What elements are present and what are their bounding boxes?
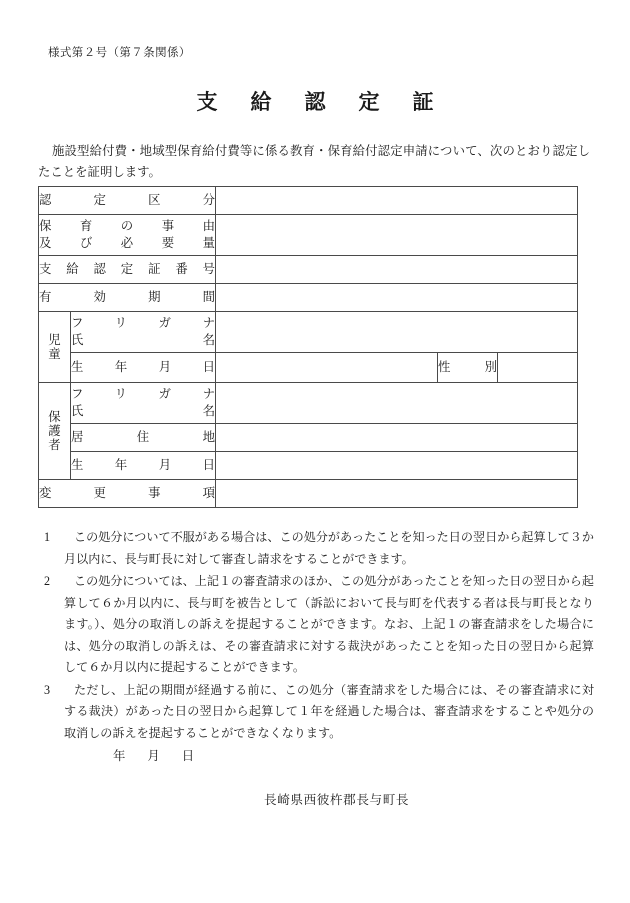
- table-row-guardian-name: [39, 383, 578, 424]
- table-row-guardian-address: [39, 424, 578, 452]
- label-guardian-char-3: 者: [48, 438, 61, 453]
- note-number: 1: [44, 530, 51, 544]
- table-row-henkou: [39, 480, 578, 508]
- label-guardian-vertical: [39, 383, 71, 480]
- note-text: この処分について不服がある場合は、この処分があったことを知った日の翌日から起算して３か月以内に、長与町長に対して審査し請求をすることができます。: [64, 530, 594, 566]
- value-child-birth[interactable]: [216, 353, 438, 383]
- value-child-name[interactable]: [216, 312, 578, 353]
- form-number: 様式第２号（第７条関係）: [48, 47, 191, 59]
- label-guardian-char-2: 護: [48, 423, 61, 438]
- label-yuko-kikan: 有効期間: [39, 284, 216, 312]
- label-hoiku-jiyuu: 保育の事由 及び必要量: [39, 215, 216, 256]
- value-gender[interactable]: [497, 353, 577, 383]
- label-child-char-2: 童: [48, 347, 61, 361]
- label-child-furigana-shimei: フリガナ 氏名: [71, 312, 216, 353]
- certification-table: [38, 186, 578, 508]
- table-row-guardian-birth: [39, 452, 578, 480]
- table-row-bangou: [39, 256, 578, 284]
- note-number: 3: [44, 682, 51, 697]
- label-shikyu-nintei-bangou: 支給認定証番号: [39, 256, 216, 284]
- table-row-child-birth: [39, 353, 578, 383]
- notes-list: [38, 527, 594, 745]
- table-row-kikan: [39, 284, 578, 312]
- label-child-birthdate: 生年月日: [71, 353, 216, 383]
- note-number: 2: [44, 574, 51, 588]
- label-guardian-furigana-shimei: フリガナ 氏名: [71, 383, 216, 424]
- issuer-signature: 長崎県西彼杵郡長与町長: [264, 793, 410, 807]
- table-row-ninteikubun: [39, 187, 578, 215]
- label-child-vertical: [39, 312, 71, 383]
- date-line[interactable]: 年月日: [113, 749, 217, 763]
- label-child-char-1: 児: [48, 332, 61, 347]
- note-item: [38, 571, 594, 679]
- label-guardian-birthdate: 生年月日: [71, 452, 216, 480]
- value-bangou[interactable]: [216, 256, 578, 284]
- table-row-hoiku: [39, 215, 578, 256]
- label-gender: 性別: [437, 353, 497, 383]
- note-item: [38, 527, 594, 570]
- page-title: 支給認定証: [196, 90, 467, 114]
- label-henkou-jikou: 変更事項: [39, 480, 216, 508]
- value-ninteikubun[interactable]: [216, 187, 578, 215]
- note-text: ただし、上記の期間が経過する前に、この処分（審査請求をした場合には、その審査請求に対する裁決）があった日の翌日から起算して１年を経過した場合は、審査請求をすることや処分の取消しの訴えを提起することができなくなります。: [64, 682, 594, 740]
- label-guardian-address: 居住地: [71, 424, 216, 452]
- value-henkou[interactable]: [216, 480, 578, 508]
- value-kikan[interactable]: [216, 284, 578, 312]
- note-item: [38, 680, 594, 745]
- intro-paragraph: 施設型給付費・地域型保育給付費等に係る教育・保育給付認定申請について、次のとおり認定したことを証明します。: [38, 144, 590, 179]
- label-ninteikubun: 認定区分: [39, 187, 216, 215]
- table-row-child-name: [39, 312, 578, 353]
- value-guardian-birth[interactable]: [216, 452, 578, 480]
- value-guardian-address[interactable]: [216, 424, 578, 452]
- note-text: この処分については、上記１の審査請求のほか、この処分があったことを知った日の翌日から起算して６か月以内に、長与町を被告として（訴訟において長与町を代表する者は長与町長となります。）、処分の取消しの訴えを提起することができます。なお、上記１の審査請求をした場合には、処分の取消しの訴えは、その審査請求に対する裁決があったことを知った日の翌日から起算して６か月以内に提起することができます。: [64, 574, 594, 674]
- label-guardian-char-1: 保: [48, 409, 61, 424]
- value-guardian-name[interactable]: [216, 383, 578, 424]
- value-hoiku[interactable]: [216, 215, 578, 256]
